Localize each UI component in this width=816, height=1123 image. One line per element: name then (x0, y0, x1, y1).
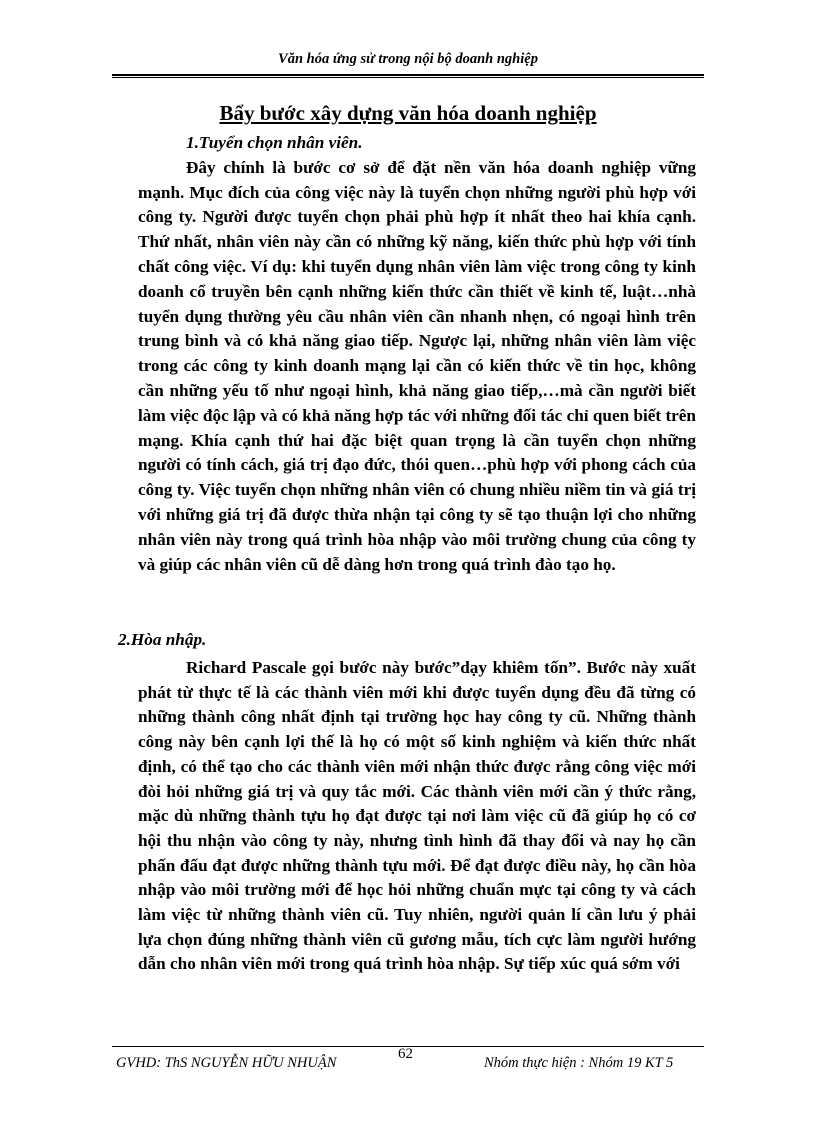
footer-advisor: GVHD: ThS NGUYỄN HỮU NHUẬN (116, 1055, 337, 1071)
footer-group: Nhóm thực hiện : Nhóm 19 KT 5 (484, 1055, 674, 1071)
section-1 (138, 131, 696, 577)
header-rule-thick (112, 74, 704, 76)
section-1-heading: 1.Tuyển chọn nhân viên. (186, 133, 363, 152)
header-rule-thin (112, 77, 704, 78)
section-2-paragraph: Richard Pascale gọi bước này bước”dạy khiêm tốn”. Bước này xuất phát từ thực tế là các thành viên mới khi được tuyển dụng đều đã từng có những thành công nhất định tại trường học hay công ty cũ. Những thành công này bên cạnh lợi thế là họ có một số kinh nghiệm và kiến thức nhất định, có thể tạo cho các thành viên mới nhận thức được rằng công việc mới đòi hỏi những giá trị và quy tắc mới. Các thành viên mới cần ý thức rằng, mặc dù những thành tựu họ đạt được tại nơi làm việc cũ đã giúp họ có cơ hội thu nhận vào công ty này, nhưng tình hình đã thay đổi và nay họ cần phấn đấu đạt được những thành tựu mới. Để đạt được điều này, họ cần hòa nhập vào môi trường mới để học hỏi những chuẩn mực tại công ty và cách làm việc từ những thành viên cũ. Tuy nhiên, người quản lí cần lưu ý phải lựa chọn đúng những thành viên cũ gương mẫu, tích cực làm người hướng dẫn cho nhân viên mới trong quá trình hòa nhập. Sự tiếp xúc quá sớm với (138, 658, 696, 974)
section-2 (138, 656, 696, 977)
section-1-paragraph: Đây chính là bước cơ sở để đặt nền văn hóa doanh nghiệp vững mạnh. Mục đích của công việc này là tuyển chọn những người phù hợp với công ty. Người được tuyển chọn phải phù hợp ít nhất theo hai khía cạnh. Thứ nhất, nhân viên này cần có những kỹ năng, kiến thức phù hợp với tính chất công việc. Ví dụ: khi tuyển dụng nhân viên làm việc trong công ty kinh doanh cổ truyền bên cạnh những kiến thức cần thiết về kinh tế, luật…nhà tuyển dụng thường yêu cầu nhân viên cần nhanh nhẹn, có ngoại hình trên trung bình và có khả năng giao tiếp. Ngược lại, những nhân viên làm việc trong các công ty kinh doanh mạng lại cần có kiến thức về tin học, không cần những yếu tố như ngoại hình, khả năng giao tiếp,…mà cần người biết làm việc độc lập và có khả năng hợp tác với những đối tác chỉ quen biết trên mạng. Khía cạnh thứ hai đặc biệt quan trọng là cần tuyển chọn những người có tính cách, giá trị đạo đức, thói quen…phù hợp với phong cách của công ty. Việc tuyển chọn những nhân viên có chung nhiều niềm tin và giá trị với những giá trị đã được thừa nhận tại công ty sẽ tạo thuận lợi cho những nhân viên này trong quá trình hòa nhập vào môi trường chung của công ty và giúp các nhân viên cũ dễ dàng hơn trong quá trình đào tạo họ. (138, 157, 696, 574)
running-header: Văn hóa ứng sử trong nội bộ doanh nghiệp (278, 51, 538, 67)
document-title: Bẩy bước xây dựng văn hóa doanh nghiệp (219, 101, 597, 125)
page-number: 62 (398, 1046, 413, 1062)
section-2-heading: 2.Hòa nhập. (118, 630, 207, 649)
